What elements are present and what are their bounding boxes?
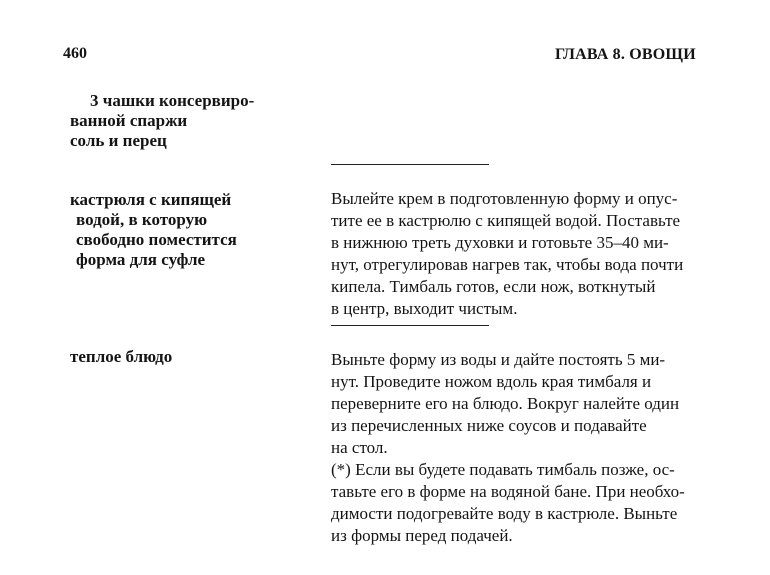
instruction-line: из формы перед подачей. [331, 526, 513, 545]
instruction-line: переверните его на блюдо. Вокруг налейте один [331, 394, 680, 413]
instruction-line: на стол. [331, 438, 388, 457]
instruction-line: из перечисленных ниже соусов и подавайте [331, 416, 647, 435]
chapter-title: ГЛАВА 8. ОВОЩИ [555, 46, 696, 63]
ingredient-line: форма для суфле [76, 250, 206, 269]
instruction-line: тавьте его в форме на водяной бане. При необхо- [331, 482, 685, 501]
ingredient-line: 3 чашки консервиро- [90, 91, 255, 110]
instruction-line: Выньте форму из воды и дайте постоять 5 ми- [331, 350, 666, 369]
instruction-line: нут. Проведите ножом вдоль края тимбаля и [331, 372, 652, 391]
instruction-line: (*) Если вы будете подавать тимбаль позже, ос- [331, 460, 675, 479]
ingredient-warm-plate [70, 347, 320, 367]
instruction-line: Вылейте крем в подготовленную форму и опус- [331, 189, 678, 208]
instruction-line: нут, отрегулировав нагрев так, чтобы вода почти [331, 255, 684, 274]
instruction-line: кипела. Тимбаль готов, если нож, воткнутый [331, 277, 656, 296]
ingredient-salt-pepper [70, 131, 320, 151]
instruction-step-serve [331, 349, 751, 547]
section-divider [331, 325, 489, 326]
instruction-step-bake [331, 188, 751, 320]
instruction-line: димости подогревайте воду в кастрюле. Выньте [331, 504, 678, 523]
ingredient-line: водой, в которую [76, 210, 208, 229]
ingredient-water-bath [70, 190, 320, 270]
section-divider [331, 164, 489, 165]
ingredient-line: ванной спаржи [70, 111, 188, 130]
instruction-line: в нижнюю треть духовки и готовьте 35–40 ми- [331, 233, 669, 252]
ingredient-line: теплое блюдо [70, 347, 173, 366]
ingredient-line: кастрюля с кипящей [70, 190, 232, 209]
instruction-line: в центр, выходит чистым. [331, 299, 518, 318]
ingredient-line: свободно поместится [76, 230, 237, 249]
ingredient-line: соль и перец [70, 131, 167, 150]
page-number: 460 [63, 45, 87, 62]
instruction-line: тите ее в кастрюлю с кипящей водой. Поставьте [331, 211, 681, 230]
ingredient-asparagus [70, 91, 320, 131]
